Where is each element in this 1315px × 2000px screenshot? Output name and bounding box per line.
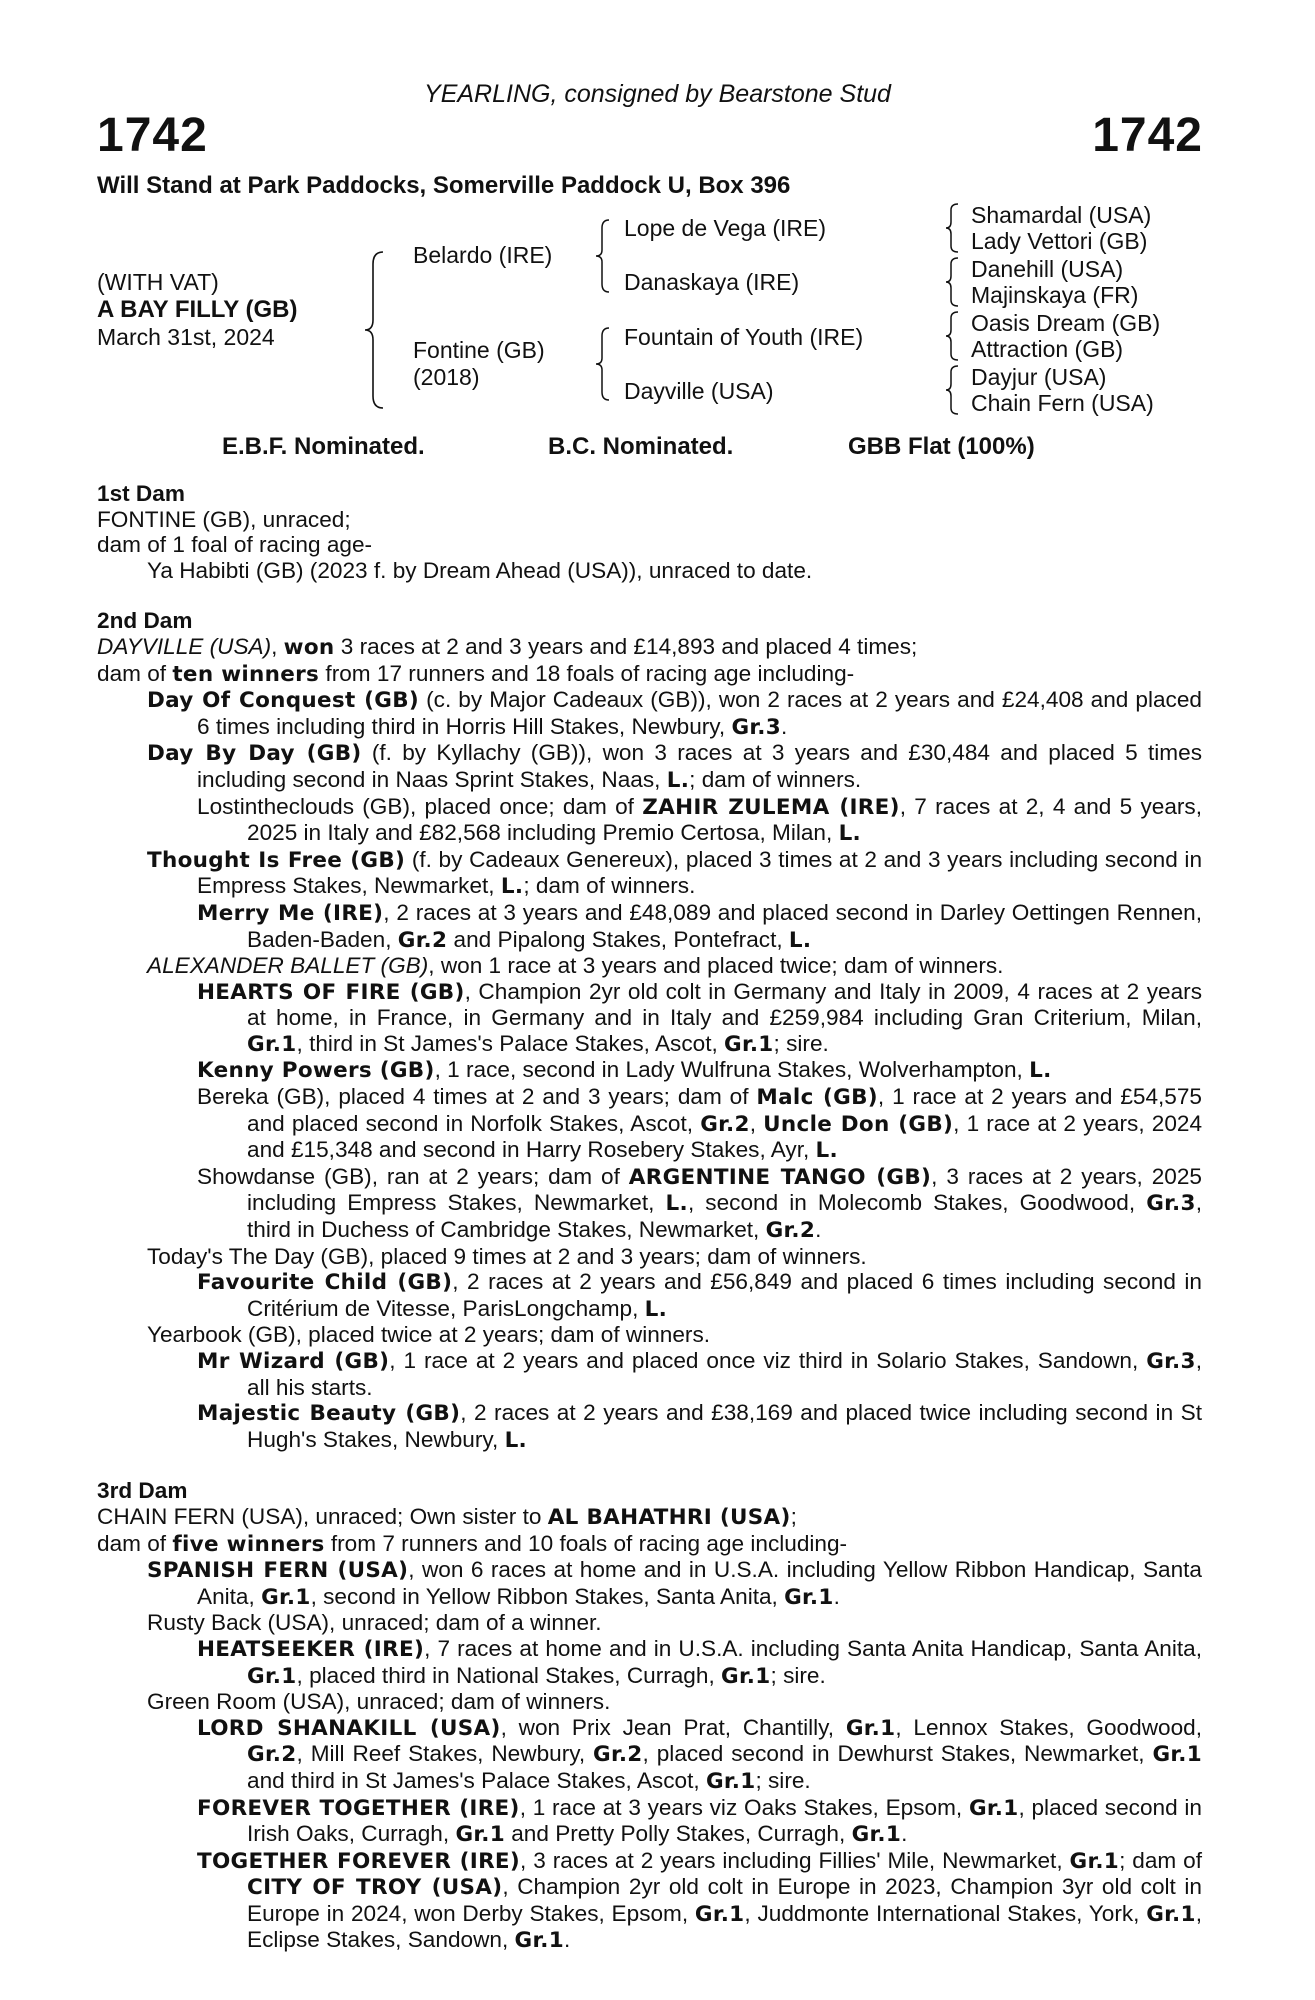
entry-yearbook: Yearbook (GB), placed twice at 2 years; dam of winners. [147, 1322, 711, 1348]
entry-todays-the-day: Today's The Day (GB), placed 9 times at 2 and 3 years; dam of winners. [147, 1243, 867, 1269]
pedigree-brace-g2 [945, 256, 965, 308]
pedigree-brace-dam [595, 326, 617, 402]
ebf-nomination: E.B.F. Nominated. [222, 433, 425, 460]
vat-note: (WITH VAT) [97, 269, 219, 295]
gbb-status: GBB Flat (100%) [848, 433, 1035, 460]
second-dam-produce-summary: dam of ten winners from 17 runners and 18 foals of racing age including- [97, 660, 855, 687]
foaling-date: March 31st, 2024 [97, 324, 275, 350]
grandsire-3: Oasis Dream (GB) [971, 310, 1161, 336]
entry-rusty-back: Rusty Back (USA), unraced; dam of a winner. [147, 1610, 602, 1636]
entry-showdanse: Showdanse (GB), ran at 2 years; dam of ARGENTINE TANGO (GB), 3 races at 2 years, 2025 including Empress Stakes, Newmarket, L., second in Molecomb Stakes, Goodwood, Gr.3, third in Duchess of Cambridge Stakes, Newmarket, Gr.2. [197, 1163, 1203, 1244]
entry-forever-together: FOREVER TOGETHER (IRE), 1 race at 3 years viz Oaks Stakes, Epsom, Gr.1, placed second in Irish Oaks, Curragh, Gr.1 and Pretty Polly Stakes, Curragh, Gr.1. [197, 1794, 1202, 1848]
catalogue-body [97, 481, 1202, 1954]
entry-day-by-day: Day By Day (GB) (f. by Kyllachy (GB)), won 3 races at 3 years and £30,484 and placed 5 times including second in Naas Sprint Stakes, Naas, L.; dam of winners. [147, 740, 1202, 793]
bc-nomination: B.C. Nominated. [548, 433, 734, 460]
horse-name: A BAY FILLY (GB) [97, 296, 298, 323]
pedigree-brace-sire [595, 218, 617, 294]
granddam-2: Majinskaya (FR) [971, 282, 1139, 308]
third-dam-heading: 3rd Dam [97, 1478, 188, 1504]
grandsire-1: Shamardal (USA) [971, 202, 1152, 228]
entry-bereka: Bereka (GB), placed 4 times at 2 and 3 years; dam of Malc (GB), 1 race at 2 years and £54,575 and placed second in Norfolk Stakes, Ascot, Gr.2, Uncle Don (GB), 1 race at 2 years, 2024 and £15,348 and second in Harry Rosebery Stakes, Ayr, L. [197, 1084, 1203, 1164]
entry-alexander-ballet: ALEXANDER BALLET (GB), won 1 race at 3 years and placed twice; dam of winners. [147, 953, 1004, 979]
granddam-1: Lady Vettori (GB) [971, 228, 1148, 254]
granddam-3: Attraction (GB) [971, 336, 1124, 362]
entry-mr-wizard: Mr Wizard (GB), 1 race at 2 years and placed once viz third in Solario Stakes, Sandown, Gr.3, all his starts. [197, 1348, 1202, 1400]
second-dam-heading: 2nd Dam [97, 608, 193, 634]
entry-merry-me: Merry Me (IRE), 2 races at 3 years and £48,089 and placed second in Darley Oettingen Rennen, Baden-Baden, Gr.2 and Pipalong Stakes, Pontefract, L. [197, 899, 1202, 953]
consignment-line: YEARLING, consigned by Bearstone Stud [424, 80, 891, 108]
lot-number-right: 1742 [1092, 109, 1203, 162]
entry-kenny-powers: Kenny Powers (GB), 1 race, second in Lady Wulfruna Stakes, Wolverhampton, L. [197, 1057, 1052, 1084]
entry-green-room: Green Room (USA), unraced; dam of winners. [147, 1689, 611, 1715]
grandsire-4: Dayjur (USA) [971, 364, 1107, 390]
sire-dam: Danaskaya (IRE) [624, 269, 800, 295]
entry-day-of-conquest: Day Of Conquest (GB) (c. by Major Cadeaux (GB)), won 2 races at 2 years and £24,408 and placed 6 times including third in Horris Hill Stakes, Newbury, Gr.3. [147, 687, 1202, 740]
stand-location: Will Stand at Park Paddocks, Somerville Paddock U, Box 396 [97, 172, 791, 199]
entry-majestic-beauty: Majestic Beauty (GB), 2 races at 2 years and £38,169 and placed twice including second in St Hugh's Stakes, Newbury, L. [197, 1400, 1202, 1453]
third-dam-produce-summary: dam of five winners from 7 runners and 10 foals of racing age including- [97, 1530, 848, 1557]
lot-number-left: 1742 [97, 109, 208, 162]
pedigree-brace-g1 [945, 202, 965, 254]
sire: Belardo (IRE) [413, 242, 553, 268]
sire-sire: Lope de Vega (IRE) [624, 215, 827, 241]
pedigree-brace-main [365, 250, 395, 410]
second-dam-record: DAYVILLE (USA), won 3 races at 2 and 3 years and £14,893 and placed 4 times; [97, 633, 918, 660]
dam-sire: Fountain of Youth (IRE) [624, 324, 864, 350]
entry-favourite-child: Favourite Child (GB), 2 races at 2 years and £56,849 and placed 6 times including second in Critérium de Vitesse, ParisLongchamp, L. [197, 1269, 1202, 1322]
dam-dam: Dayville (USA) [624, 378, 774, 404]
entry-together-forever: TOGETHER FOREVER (IRE), 3 races at 2 years including Fillies' Mile, Newmarket, Gr.1; dam of CITY OF TROY (USA), Champion 2yr old colt in Europe in 2023, Champion 3yr old colt in Europe in 2024, won Derby Stakes, Epsom, Gr.1, Juddmonte International Stakes, York, Gr.1, Eclipse Stakes, Sandown, Gr.1. [197, 1847, 1202, 1954]
first-dam-heading: 1st Dam [97, 481, 185, 506]
first-dam-foals: dam of 1 foal of racing age- [97, 532, 373, 558]
granddam-4: Chain Fern (USA) [971, 390, 1154, 416]
entry-hearts-of-fire: HEARTS OF FIRE (GB), Champion 2yr old colt in Germany and Italy in 2009, 4 races at 2 years at home, in France, in Germany and in Italy and £259,984 including Gran Criterium, Milan, Gr.1, third in St James's Palace Stakes, Ascot, Gr.1; sire. [197, 978, 1202, 1057]
entry-thought-is-free: Thought Is Free (GB) (f. by Cadeaux Genereux), placed 3 times at 2 and 3 years including second in Empress Stakes, Newmarket, L.; dam of winners. [147, 846, 1203, 900]
pedigree-brace-g4 [945, 364, 965, 416]
entry-lord-shanakill: LORD SHANAKILL (USA), won Prix Jean Prat, Chantilly, Gr.1, Lennox Stakes, Goodwood, Gr.2, Mill Reef Stakes, Newbury, Gr.2, placed second in Dewhurst Stakes, Newmarket, Gr.1 and third in St James's Palace Stakes, Ascot, Gr.1; sire. [197, 1714, 1202, 1794]
grandsire-2: Danehill (USA) [971, 256, 1124, 282]
entry-spanish-fern: SPANISH FERN (USA), won 6 races at home and in U.S.A. including Yellow Ribbon Handicap, Santa Anita, Gr.1, second in Yellow Ribbon Stakes, Santa Anita, Gr.1. [147, 1557, 1202, 1610]
dam-year: (2018) [413, 364, 480, 390]
entry-lostintheclouds: Lostintheclouds (GB), placed once; dam of ZAHIR ZULEMA (IRE), 7 races at 2, 4 and 5 years, 2025 in Italy and £82,568 including Premio Certosa, Milan, L. [197, 793, 1202, 847]
entry-heatseeker: HEATSEEKER (IRE), 7 races at home and in U.S.A. including Santa Anita Handicap, Santa Anita, Gr.1, placed third in National Stakes, Curragh, Gr.1; sire. [197, 1635, 1202, 1689]
first-dam-produce: Ya Habibti (GB) (2023 f. by Dream Ahead (USA)), unraced to date. [147, 557, 813, 583]
first-dam-line: FONTINE (GB), unraced; [97, 506, 351, 532]
dam: Fontine (GB) [413, 337, 545, 363]
third-dam-record: CHAIN FERN (USA), unraced; Own sister to AL BAHATHRI (USA); [97, 1503, 797, 1530]
pedigree-brace-g3 [945, 310, 965, 362]
